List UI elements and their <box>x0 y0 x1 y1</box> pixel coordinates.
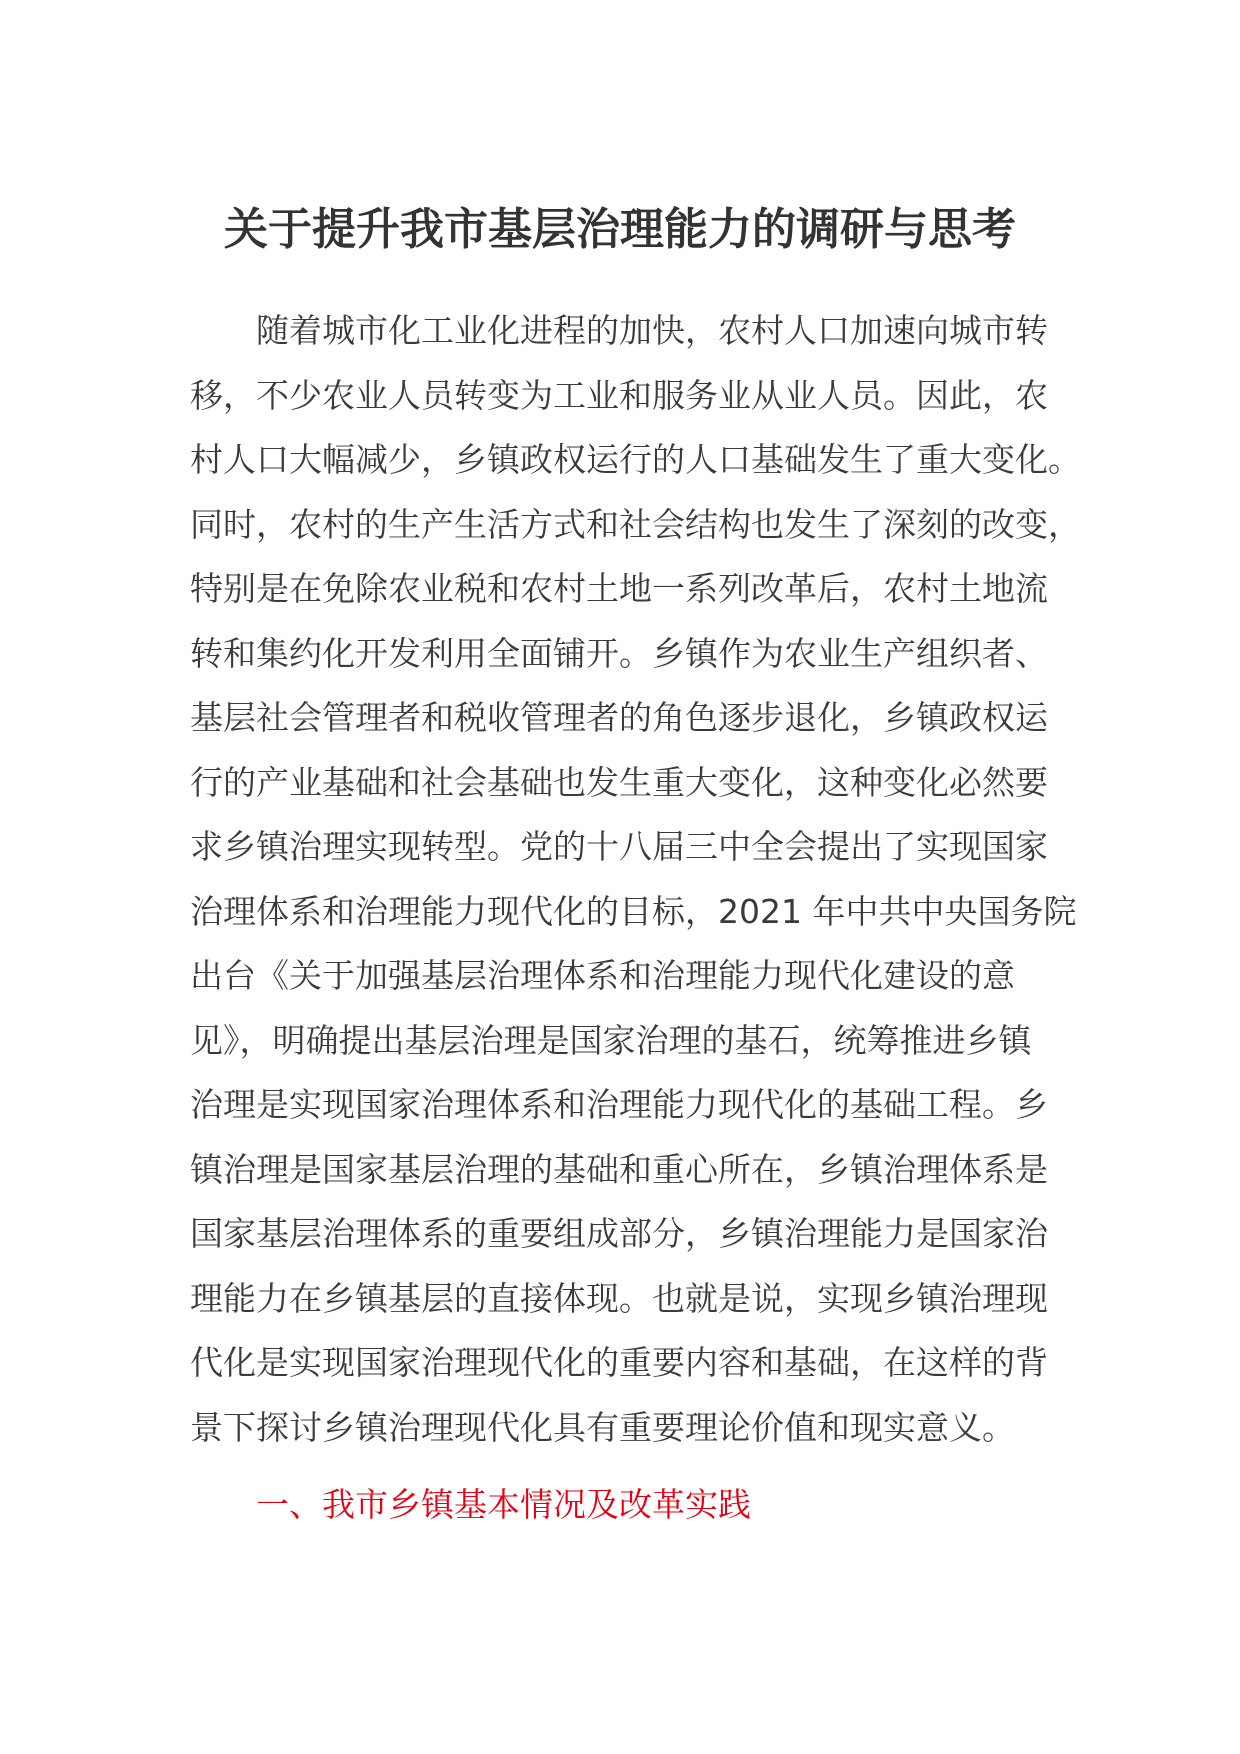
paragraph-line: 求乡镇治理实现转型。党的十八届三中全会提出了实现国家 <box>190 827 1048 866</box>
body-paragraph <box>190 299 1081 1460</box>
paragraph-line: 景下探讨乡镇治理现代化具有重要理论价值和现实意义。 <box>190 1407 1015 1447</box>
paragraph-line: 国家基层治理体系的重要组成部分，乡镇治理能力是国家治 <box>190 1214 1048 1253</box>
document-title: 关于提升我市基层治理能力的调研与思考 <box>224 204 1016 255</box>
paragraph-line: 村人口大幅减少，乡镇政权运行的人口基础发生了重大变化。 <box>190 440 1081 479</box>
paragraph-line: 行的产业基础和社会基础也发生重大变化，这种变化必然要 <box>190 762 1048 802</box>
paragraph-line: 出台《关于加强基层治理体系和治理能力现代化建设的意 <box>190 956 1015 995</box>
section-heading: 一、我市乡镇基本情况及改革实践 <box>256 1485 751 1524</box>
paragraph-line: 同时，农村的生产生活方式和社会结构也发生了深刻的改变， <box>190 504 1081 544</box>
paragraph-line: 理能力在乡镇基层的直接体现。也就是说，实现乡镇治理现 <box>190 1278 1048 1318</box>
paragraph-line: 治理体系和治理能力现代化的目标，2021 年中共中央国务院 <box>190 891 1077 931</box>
paragraph-line: 转和集约化开发利用全面铺开。乡镇作为农业生产组织者、 <box>190 633 1048 673</box>
paragraph-line: 随着城市化工业化进程的加快，农村人口加速向城市转 <box>256 311 1048 350</box>
paragraph-line: 基层社会管理者和税收管理者的角色逐步退化，乡镇政权运 <box>190 698 1048 737</box>
paragraph-line: 移，不少农业人员转变为工业和服务业从业人员。因此，农 <box>190 375 1048 415</box>
paragraph-line: 镇治理是国家基层治理的基础和重心所在，乡镇治理体系是 <box>190 1149 1048 1189</box>
paragraph-line: 特别是在免除农业税和农村土地一系列改革后，农村土地流 <box>190 569 1048 608</box>
paragraph-line: 见》，明确提出基层治理是国家治理的基石，统筹推进乡镇 <box>190 1020 1032 1060</box>
paragraph-line: 代化是实现国家治理现代化的重要内容和基础，在这样的背 <box>190 1343 1048 1382</box>
paragraph-line: 治理是实现国家治理体系和治理能力现代化的基础工程。乡 <box>190 1085 1048 1124</box>
